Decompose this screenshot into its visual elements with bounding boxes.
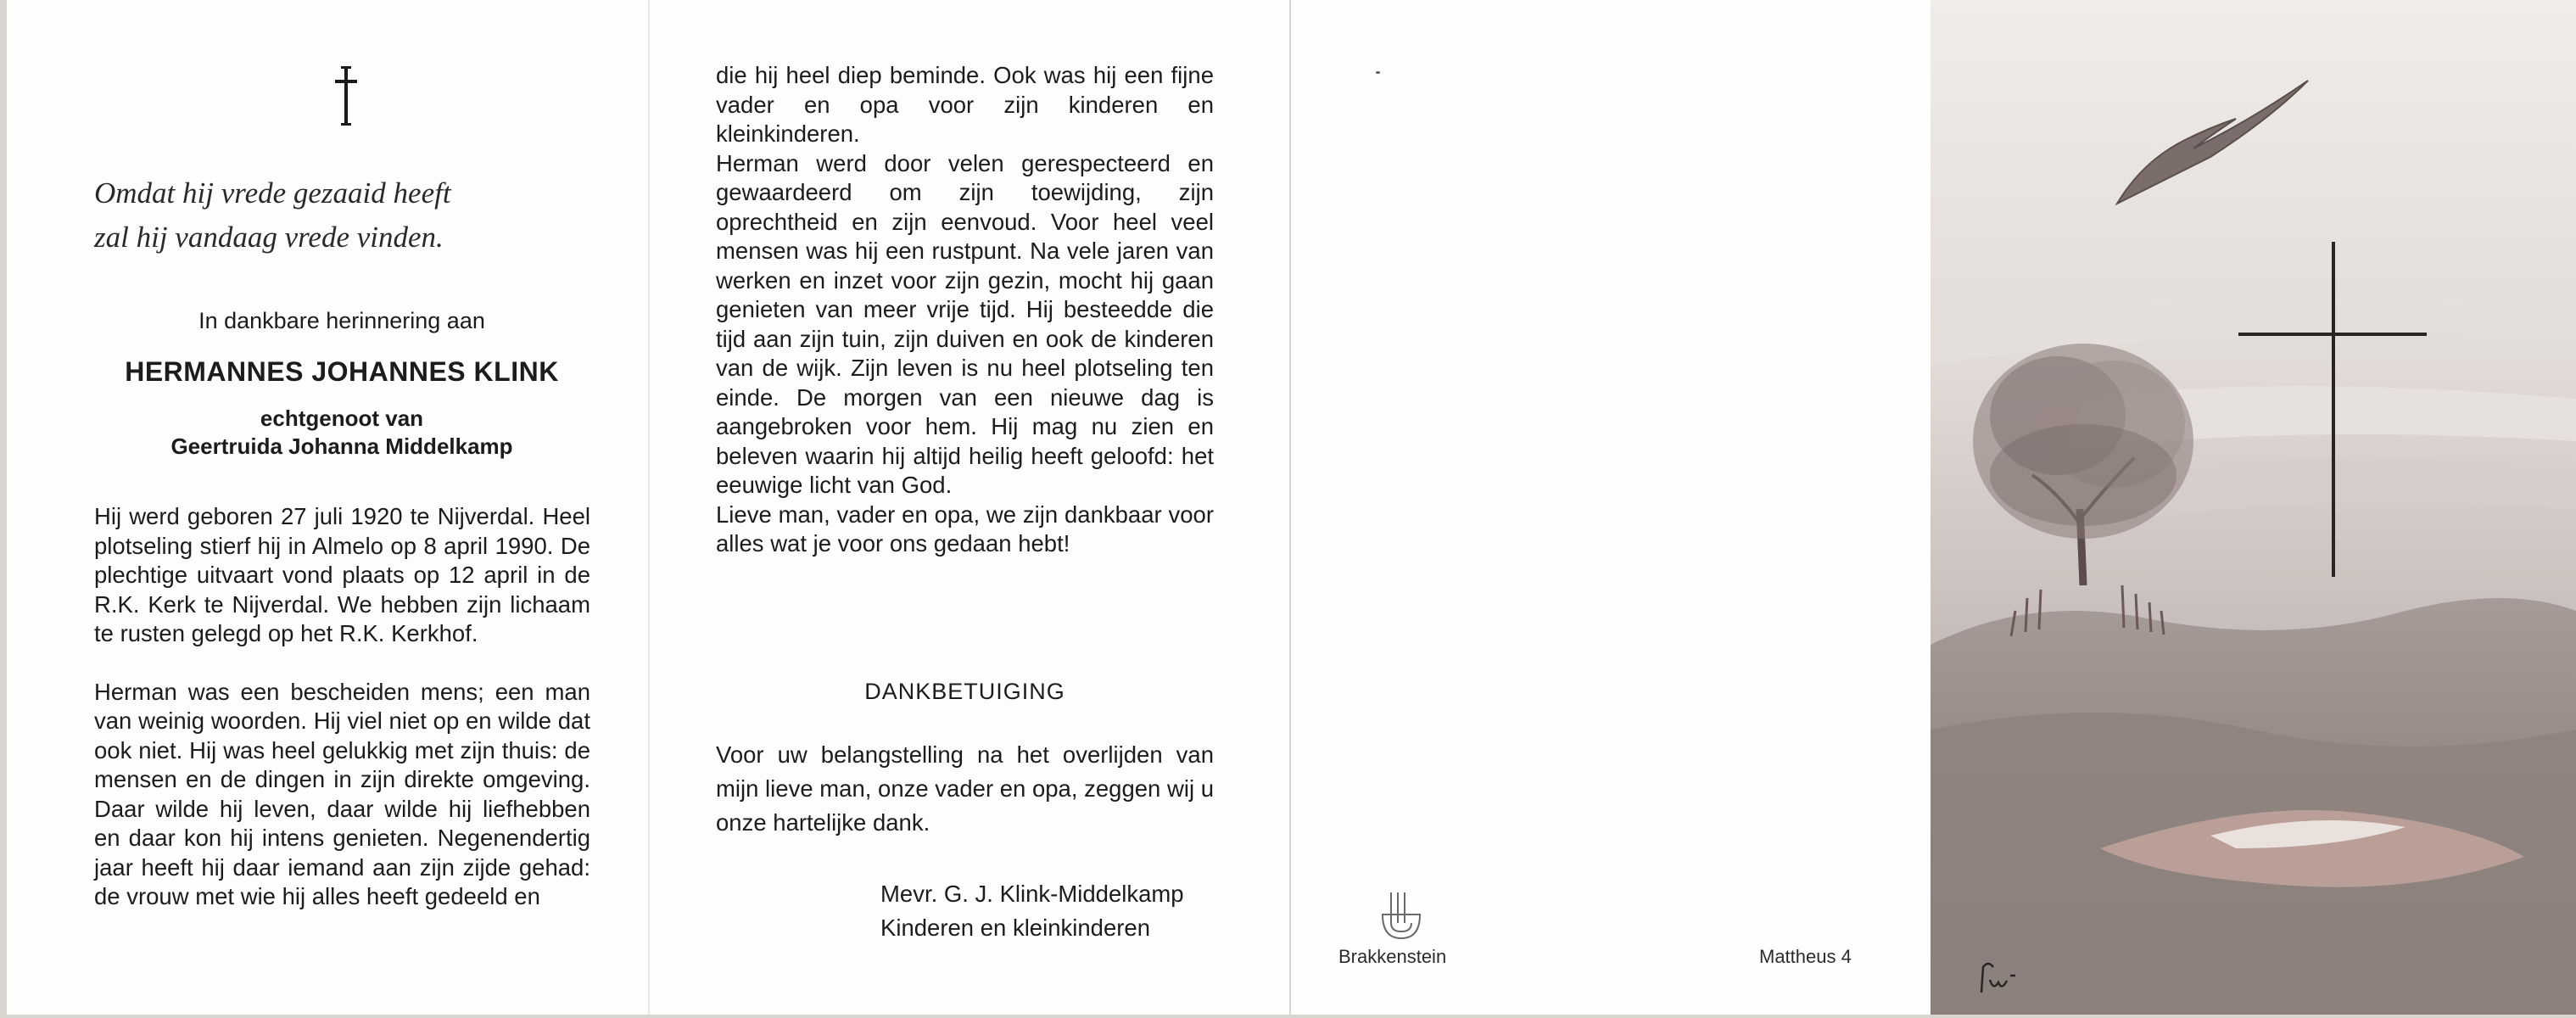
spouse-label: echtgenoot van xyxy=(260,406,424,431)
dedication: In dankbare herinnering aan xyxy=(198,308,485,333)
publisher-name: Brakkenstein xyxy=(1338,946,1447,967)
biography-paragraph: die hij heel diep beminde. Ook was hij een fijne vader en opa voor zijn kinderen en kleinkinderen. xyxy=(716,62,1214,147)
thanks-text: Voor uw belangstelling na het overlijden van mijn lieve man, onze vader en opa, zeggen wij u onze hartelijke dank. xyxy=(716,741,1215,836)
signature-name: Mevr. G. J. Klink-Middelkamp xyxy=(880,881,1184,907)
back-page xyxy=(1291,0,1931,1015)
deceased-name: HERMANNES JOHANNES KLINK xyxy=(125,356,559,387)
inner-spread xyxy=(7,0,1289,1015)
biography-paragraph: Lieve man, vader en opa, we zijn dankbaar voor alles wat je voor ons gedaan hebt! xyxy=(716,501,1214,557)
fold-line xyxy=(648,0,650,1015)
signature-family: Kinderen en kleinkinderen xyxy=(880,915,1150,941)
cover-illustration xyxy=(1931,0,2576,1015)
biography-paragraph: Herman was een bescheiden mens; een man van weinig woorden. Hij viel niet op en wilde dat ook niet. Hij was heel gelukkig met zijn thuis: de mensen en de dingen in zijn direkte omgeving. Daar wilde hij leven, daar wilde hij liefhebben en daar kon hij intens genieten. Negenendertig jaar heeft hij daar iemand aan zijn zijde gehad: de vrouw met wie hij alles heeft gedeeld en xyxy=(94,678,590,909)
signature xyxy=(880,877,1184,945)
thanks-text-block xyxy=(716,738,1214,840)
cover-page xyxy=(1931,0,2576,1015)
paper-speck xyxy=(1376,71,1380,74)
publisher-logo-icon xyxy=(1379,889,1423,942)
quote-line: zal hij vandaag vrede vinden. xyxy=(94,221,444,254)
biography-paragraph: Herman werd door velen gerespecteerd en gewaardeerd om zijn toewijding, zijn oprechtheid en zijn eenvoud. Voor heel veel mensen was hij een rustpunt. Na vele jaren van werken en inzet voor zijn gezin, mocht hij gaan genieten van meer vrije tijd. Hij besteedde die tijd aan zijn tuin, zijn duiven en ook de kinderen van de wijk. Zijn leven is nu heel plotseling ten einde. De morgen van een nieuwe dag is aangebroken voor hem. Hij mag nu zien en beleven waarin hij altijd heilig heeft geloofd: het eeuwige licht van God. xyxy=(716,149,1214,498)
biography-continuation-column xyxy=(716,61,1214,559)
biography-paragraph: Hij werd geboren 27 juli 1920 te Nijverdal. Heel plotseling stierf hij in Almelo op 8 april 1990. De plechtige uitvaart vond plaats op 12 april in de R.K. Kerk te Nijverdal. We hebben zijn lichaam te rusten gelegd op het R.K. Kerkhof. xyxy=(94,503,590,646)
thanks-heading: DANKBETUIGING xyxy=(864,679,1065,704)
scripture-reference: Mattheus 4 xyxy=(1759,946,1852,967)
cross-icon xyxy=(333,66,359,126)
biography-column xyxy=(94,502,590,912)
quote-line: Omdat hij vrede gezaaid heeft xyxy=(94,176,451,210)
memorial-quote xyxy=(94,171,569,260)
spouse-name: Geertruida Johanna Middelkamp xyxy=(170,433,513,459)
